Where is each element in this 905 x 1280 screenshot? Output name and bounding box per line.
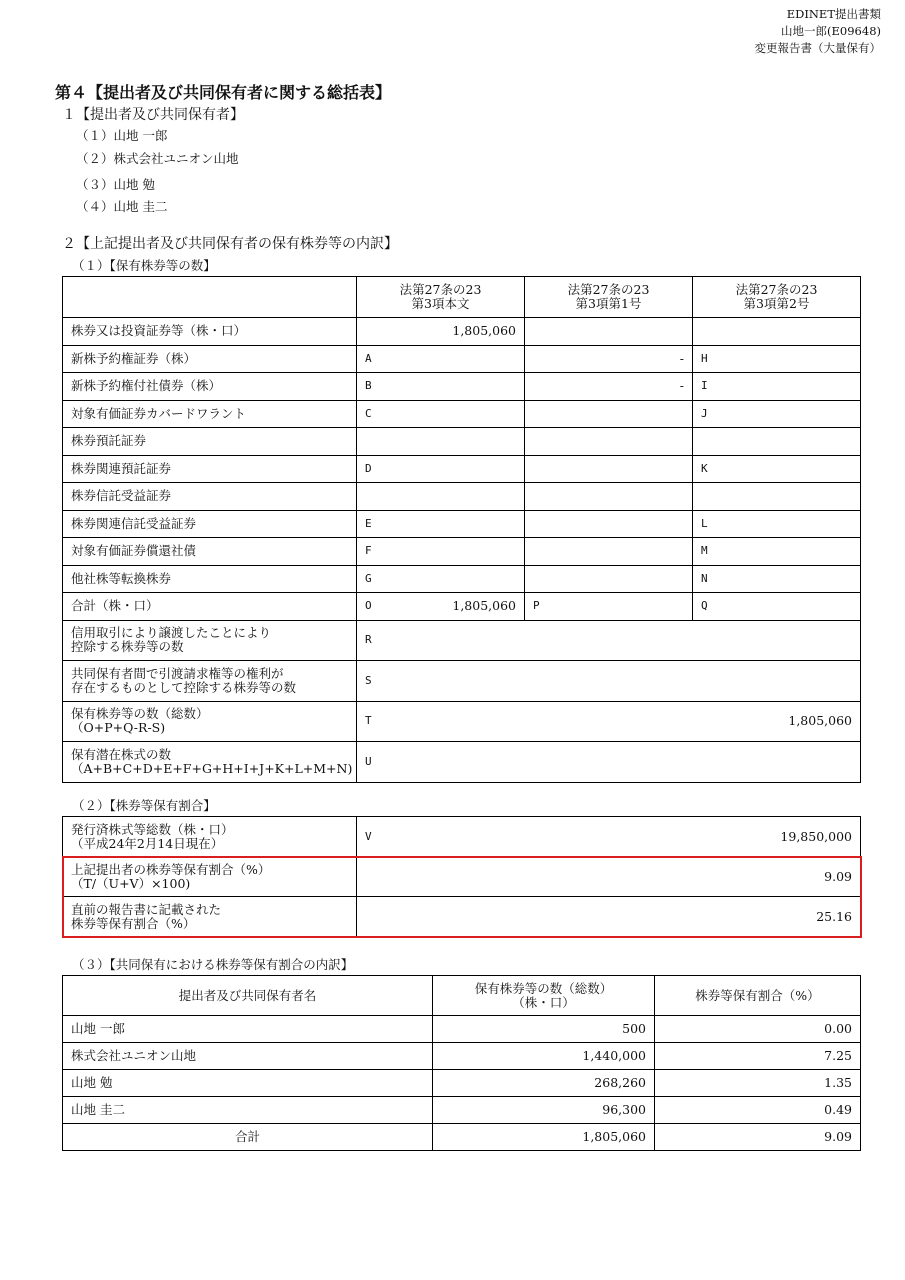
holdings-cell xyxy=(693,318,861,346)
breakdown-ratio: 0.00 xyxy=(655,1016,861,1043)
holdings-row xyxy=(63,483,861,511)
row-label: 株券預託証券 xyxy=(63,428,357,456)
holdings-cell xyxy=(693,373,861,401)
holder-item-3: （３）山地 勉 xyxy=(76,177,155,192)
breakdown-ratio: 7.25 xyxy=(655,1043,861,1070)
ratio-row xyxy=(63,817,861,857)
row-label: 合計（株・口） xyxy=(63,593,357,621)
breakdown-name: 株式会社ユニオン山地 xyxy=(63,1043,433,1070)
holdings-cell xyxy=(525,593,693,621)
holdings-cell xyxy=(693,538,861,566)
cell-code: J xyxy=(701,406,708,420)
cell-code: T xyxy=(365,714,372,728)
cell-value: 9.09 xyxy=(824,868,852,884)
row-value-cell xyxy=(357,857,861,897)
breakdown-count: 1,440,000 xyxy=(433,1043,655,1070)
cell-value: 19,850,000 xyxy=(780,828,852,844)
holdings-row xyxy=(63,455,861,483)
cell-code: I xyxy=(701,379,708,393)
breakdown-count: 500 xyxy=(433,1016,655,1043)
breakdown-count: 96,300 xyxy=(433,1097,655,1124)
cell-value: 1,805,060 xyxy=(452,323,516,339)
holdings-row xyxy=(63,318,861,346)
row-label: 保有株券等の数（総数） （O+P+Q-R-S) xyxy=(63,701,357,742)
cell-value: 1,805,060 xyxy=(788,713,852,729)
holdings-cell xyxy=(693,455,861,483)
header-count: 保有株券等の数（総数） （株・口） xyxy=(433,976,655,1016)
breakdown-name: 山地 勉 xyxy=(63,1070,433,1097)
cell-code: U xyxy=(365,754,372,768)
section1-heading: １【提出者及び共同保有者】 xyxy=(62,107,244,123)
section3-sub3: （３）【共同保有における株券等保有割合の内訳】 xyxy=(72,957,354,972)
row-value-cell xyxy=(357,661,861,702)
cell-code: R xyxy=(365,633,372,647)
header-line3: 変更報告書（大量保有） xyxy=(754,41,881,55)
row-label: 新株予約権付社債券（株） xyxy=(63,373,357,401)
breakdown-table xyxy=(62,975,861,1151)
holdings-row xyxy=(63,538,861,566)
row-label: 対象有価証券カバードワラント xyxy=(63,400,357,428)
holdings-cell xyxy=(357,538,525,566)
breakdown-row xyxy=(63,1097,861,1124)
section2-heading: ２【上記提出者及び共同保有者の保有株券等の内訳】 xyxy=(62,236,398,252)
holdings-cell xyxy=(525,373,693,401)
cell-value: 1,805,060 xyxy=(452,598,516,614)
holder-item-4: （４）山地 圭二 xyxy=(76,199,168,214)
breakdown-name: 山地 一郎 xyxy=(63,1016,433,1043)
holdings-cell xyxy=(357,565,525,593)
total-count: 1,805,060 xyxy=(433,1124,655,1151)
breakdown-name: 山地 圭二 xyxy=(63,1097,433,1124)
holdings-header-blank xyxy=(63,277,357,318)
cell-code: S xyxy=(365,673,372,687)
page-title: 第４【提出者及び共同保有者に関する総括表】 xyxy=(55,83,392,102)
holdings-cell xyxy=(525,565,693,593)
header-line2: 山地一郎(E09648) xyxy=(781,24,881,38)
holdings-row xyxy=(63,565,861,593)
deduction-row xyxy=(63,620,861,661)
holdings-cell xyxy=(525,428,693,456)
breakdown-row xyxy=(63,1070,861,1097)
breakdown-row xyxy=(63,1016,861,1043)
cell-code: D xyxy=(365,461,372,475)
cell-code: H xyxy=(701,351,708,365)
ratio-row xyxy=(63,857,861,897)
cell-code: B xyxy=(365,379,372,393)
holdings-cell xyxy=(525,345,693,373)
total-name: 合計 xyxy=(63,1124,433,1151)
holdings-cell xyxy=(693,428,861,456)
ratio-row xyxy=(63,897,861,937)
holdings-cell xyxy=(357,428,525,456)
holdings-cell xyxy=(693,510,861,538)
holdings-cell xyxy=(357,483,525,511)
holdings-cell xyxy=(357,510,525,538)
breakdown-count: 268,260 xyxy=(433,1070,655,1097)
breakdown-ratio: 0.49 xyxy=(655,1097,861,1124)
breakdown-row xyxy=(63,1043,861,1070)
row-label: 他社株等転換株券 xyxy=(63,565,357,593)
ratio-table xyxy=(62,816,861,937)
row-label: 共同保有者間で引渡請求権等の権利が 存在するものとして控除する株券等の数 xyxy=(63,661,357,702)
cell-value: - xyxy=(679,378,684,394)
cell-code: C xyxy=(365,406,372,420)
cell-value: 25.16 xyxy=(816,908,852,924)
doc-header xyxy=(755,6,882,57)
holdings-table xyxy=(62,276,861,783)
header-holder-name: 提出者及び共同保有者名 xyxy=(63,976,433,1016)
holdings-row xyxy=(63,400,861,428)
header-line1: EDINET提出書類 xyxy=(786,7,881,21)
deduction-row xyxy=(63,742,861,783)
holdings-cell xyxy=(357,345,525,373)
holdings-header-row xyxy=(63,277,861,318)
holdings-cell xyxy=(693,345,861,373)
deduction-row xyxy=(63,661,861,702)
section2-sub2: （２）【株券等保有割合】 xyxy=(72,798,216,813)
holdings-cell xyxy=(525,510,693,538)
breakdown-total-row xyxy=(63,1124,861,1151)
cell-code: A xyxy=(365,351,372,365)
col-header-2: 法第27条の23 第3項第2号 xyxy=(693,277,861,318)
holdings-cell xyxy=(693,565,861,593)
cell-code: E xyxy=(365,516,372,530)
row-value-cell xyxy=(357,701,861,742)
row-label: 株券関連預託証券 xyxy=(63,455,357,483)
col-header-main: 法第27条の23 第3項本文 xyxy=(357,277,525,318)
col-header-1: 法第27条の23 第3項第1号 xyxy=(525,277,693,318)
holdings-cell xyxy=(525,400,693,428)
row-label: 株券信託受益証券 xyxy=(63,483,357,511)
row-label: 株券又は投資証券等（株・口） xyxy=(63,318,357,346)
breakdown-ratio: 1.35 xyxy=(655,1070,861,1097)
holdings-cell xyxy=(357,593,525,621)
row-value-cell xyxy=(357,817,861,857)
total-ratio: 9.09 xyxy=(655,1124,861,1151)
cell-code: V xyxy=(365,829,372,843)
holdings-row xyxy=(63,345,861,373)
holder-item-2: （２）株式会社ユニオン山地 xyxy=(76,151,239,166)
cell-code: M xyxy=(701,544,708,558)
holdings-row xyxy=(63,510,861,538)
cell-code: F xyxy=(365,544,372,558)
section2-sub1: （１）【保有株券等の数】 xyxy=(72,258,216,273)
row-label: 対象有価証券償還社債 xyxy=(63,538,357,566)
holdings-cell xyxy=(525,483,693,511)
row-label: 新株予約権証券（株） xyxy=(63,345,357,373)
holdings-cell xyxy=(525,538,693,566)
deduction-row xyxy=(63,701,861,742)
cell-code: P xyxy=(533,599,540,613)
row-label: 発行済株式等総数（株・口） （平成24年2月14日現在） xyxy=(63,817,357,857)
holdings-cell xyxy=(693,400,861,428)
header-ratio: 株券等保有割合（%） xyxy=(655,976,861,1016)
holdings-cell xyxy=(525,455,693,483)
row-label: 直前の報告書に記載された 株券等保有割合（%） xyxy=(63,897,357,937)
row-label: 株券関連信託受益証券 xyxy=(63,510,357,538)
holdings-cell xyxy=(357,373,525,401)
row-label: 上記提出者の株券等保有割合（%） （T/（U+V）×100) xyxy=(63,857,357,897)
holdings-cell xyxy=(357,400,525,428)
cell-code: L xyxy=(701,516,708,530)
cell-code: N xyxy=(701,571,708,585)
cell-code: Q xyxy=(701,599,708,613)
cell-code: G xyxy=(365,571,372,585)
holdings-cell xyxy=(357,455,525,483)
cell-code: K xyxy=(701,461,708,475)
holdings-cell xyxy=(357,318,525,346)
row-value-cell xyxy=(357,742,861,783)
holdings-cell xyxy=(525,318,693,346)
holdings-row xyxy=(63,593,861,621)
holdings-row xyxy=(63,373,861,401)
holdings-cell xyxy=(693,593,861,621)
cell-value: - xyxy=(679,350,684,366)
holdings-cell xyxy=(693,483,861,511)
row-value-cell xyxy=(357,620,861,661)
row-value-cell xyxy=(357,897,861,937)
holder-item-1: （１）山地 一郎 xyxy=(76,128,168,143)
row-label: 保有潜在株式の数 （A+B+C+D+E+F+G+H+I+J+K+L+M+N) xyxy=(63,742,357,783)
holdings-row xyxy=(63,428,861,456)
row-label: 信用取引により譲渡したことにより 控除する株券等の数 xyxy=(63,620,357,661)
breakdown-header-row xyxy=(63,976,861,1016)
cell-code: O xyxy=(365,599,372,613)
